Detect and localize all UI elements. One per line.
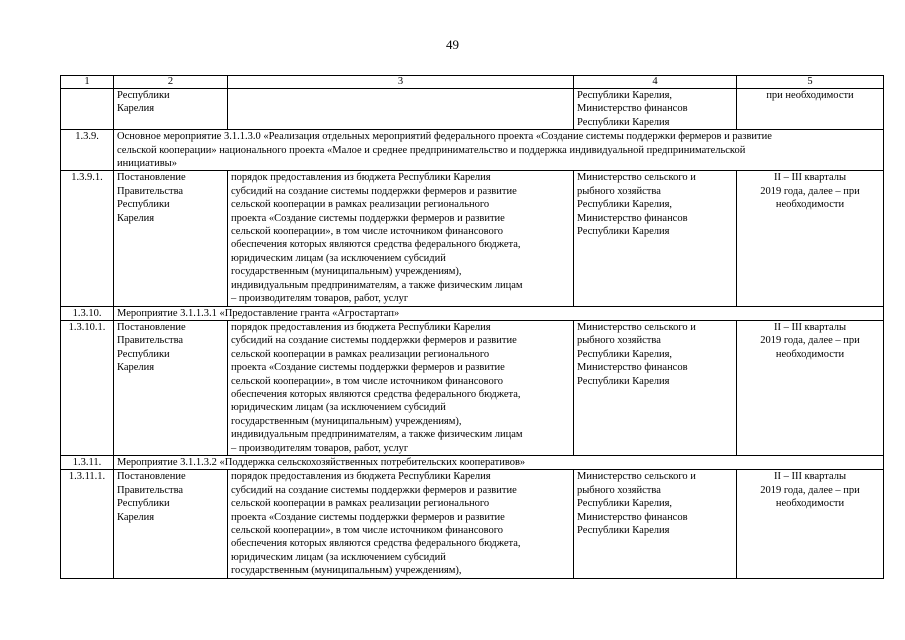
deadline-cell — [737, 89, 884, 130]
cell-line: сельской кооперации в рамках реализации регионального — [231, 498, 490, 510]
cell-line: Республики — [117, 90, 170, 101]
cell-line: Карелия — [117, 103, 155, 115]
cell-line: Министерство финансов — [577, 362, 688, 374]
header-col-3: 3 — [228, 76, 574, 89]
cell-line: сельской кооперации», в том числе источником финансового — [231, 525, 504, 536]
cell-line: рыбного хозяйства — [577, 185, 661, 197]
measures-table — [60, 75, 884, 579]
cell-line: Республики Карелия — [577, 226, 670, 238]
content-cell — [228, 171, 574, 306]
cell-line: проекта «Создание системы поддержки фермеров и развитие — [231, 511, 505, 523]
section-number: 1.3.9. — [61, 130, 114, 171]
cell-line: Республики Карелия, — [577, 90, 673, 101]
cell-line: порядок предоставления из бюджета Республики Карелия — [231, 321, 491, 333]
cell-line: Мероприятие 3.1.1.3.1 «Предоставление гранта «Агростартап» — [117, 307, 400, 319]
row-number-cell — [61, 89, 114, 130]
deadline-cell — [737, 320, 884, 455]
section-row — [61, 455, 884, 469]
cell-line: Республики Карелия, — [577, 348, 673, 360]
responsible-cell — [574, 470, 737, 578]
cell-line: обеспечения которых являются средства федерального бюджета, — [231, 538, 521, 550]
cell-line: Министерство финансов — [577, 103, 688, 115]
cell-line: Постановление — [117, 321, 186, 333]
cell-line: индивидуальным предпринимателям, а также физическим лицам — [231, 429, 523, 441]
cell-line: Карелия — [117, 362, 155, 374]
cell-line: обеспечения которых являются средства федерального бюджета, — [231, 388, 521, 400]
cell-line: необходимости — [775, 348, 845, 360]
table-row — [61, 320, 884, 455]
cell-line: проекта «Создание системы поддержки фермеров и развитие — [231, 212, 505, 224]
cell-line: субсидий на создание системы поддержки фермеров и развитие — [231, 335, 517, 347]
table-row — [61, 171, 884, 306]
cell-line: индивидуальным предпринимателям, а также физическим лицам — [231, 279, 523, 291]
cell-line: Основное мероприятие 3.1.1.3.0 «Реализация отдельных мероприятий федерального проекта «Создание системы поддержки фермеров и развитие — [117, 131, 772, 143]
cell-line: Правительства — [117, 335, 184, 347]
content-cell — [228, 320, 574, 455]
section-number: 1.3.11. — [61, 455, 114, 469]
cell-line: сельской кооперации», в том числе источником финансового — [231, 226, 504, 238]
document-cell — [114, 470, 228, 578]
cell-line: проекта «Создание системы поддержки фермеров и развитие — [231, 362, 505, 374]
table-row — [61, 89, 884, 130]
section-title — [114, 306, 884, 320]
section-row — [61, 130, 884, 171]
cell-line: Министерство сельского и — [577, 172, 696, 184]
cell-line: Карелия — [117, 511, 155, 523]
cell-line: Республики Карелия, — [577, 199, 673, 211]
document-cell — [114, 171, 228, 306]
table-header-row — [61, 76, 884, 89]
cell-line: сельской кооперации», в том числе источником финансового — [231, 375, 504, 387]
cell-line: Министерство финансов — [577, 511, 688, 523]
cell-line: обеспечения которых являются средства федерального бюджета, — [231, 239, 521, 251]
cell-line: при необходимости — [766, 90, 854, 101]
deadline-cell — [737, 171, 884, 306]
responsible-cell — [574, 171, 737, 306]
cell-line: юридическим лицам (за исключением субсидий — [231, 252, 446, 264]
cell-line: Министерство сельского и — [577, 471, 696, 483]
cell-line: государственным (муниципальным) учреждениям), — [231, 266, 462, 278]
cell-line: порядок предоставления из бюджета Республики Карелия — [231, 471, 491, 483]
cell-line: необходимости — [775, 498, 845, 510]
cell-line: Республики — [117, 348, 170, 360]
cell-line: Республики Карелия, — [577, 498, 673, 510]
cell-line: сельской кооперации в рамках реализации регионального — [231, 348, 490, 360]
cell-line: Постановление — [117, 471, 186, 483]
table-row — [61, 470, 884, 578]
document-cell — [114, 89, 228, 130]
cell-line: Карелия — [117, 212, 155, 224]
content-cell — [228, 470, 574, 578]
cell-line: 2019 года, далее – при — [760, 484, 860, 496]
section-row — [61, 306, 884, 320]
cell-line: рыбного хозяйства — [577, 335, 661, 347]
cell-line: государственным (муниципальным) учреждениям), — [231, 565, 462, 577]
header-col-1: 1 — [61, 76, 114, 89]
cell-line: рыбного хозяйства — [577, 484, 661, 496]
row-number-cell: 1.3.9.1. — [61, 171, 114, 306]
cell-line: юридическим лицам (за исключением субсидий — [231, 551, 446, 563]
cell-line: II – III кварталы — [773, 172, 847, 184]
cell-line: Республики — [117, 498, 170, 510]
row-number-cell: 1.3.11.1. — [61, 470, 114, 578]
header-col-5: 5 — [737, 76, 884, 89]
cell-line: порядок предоставления из бюджета Республики Карелия — [231, 172, 491, 184]
cell-line: субсидий на создание системы поддержки фермеров и развитие — [231, 185, 517, 197]
cell-line: Республики Карелия — [577, 375, 670, 387]
row-number-cell: 1.3.10.1. — [61, 320, 114, 455]
cell-line: инициативы» — [117, 158, 177, 170]
cell-line: Республики Карелия — [577, 525, 670, 536]
cell-line: государственным (муниципальным) учреждениям), — [231, 415, 462, 427]
content-cell — [228, 89, 574, 130]
cell-line: Министерство сельского и — [577, 321, 696, 333]
cell-line: необходимости — [775, 199, 845, 211]
header-col-2: 2 — [114, 76, 228, 89]
responsible-cell — [574, 320, 737, 455]
cell-line: Министерство финансов — [577, 212, 688, 224]
cell-line: Республики Карелия — [577, 116, 670, 128]
cell-line: Правительства — [117, 484, 184, 496]
cell-line: субсидий на создание системы поддержки фермеров и развитие — [231, 484, 517, 496]
cell-line: сельской кооперации» национального проекта «Малое и среднее предпринимательство и поддержка индивидуальной предпринимательской — [117, 144, 746, 156]
section-title — [114, 130, 884, 171]
cell-line: Мероприятие 3.1.1.3.2 «Поддержка сельскохозяйственных потребительских кооперативов» — [117, 456, 526, 468]
cell-line: Республики — [117, 199, 170, 211]
header-col-4: 4 — [574, 76, 737, 89]
deadline-cell — [737, 470, 884, 578]
section-number: 1.3.10. — [61, 306, 114, 320]
section-title — [114, 455, 884, 469]
cell-line: Правительства — [117, 185, 184, 197]
cell-line: юридическим лицам (за исключением субсидий — [231, 402, 446, 414]
cell-line: II – III кварталы — [773, 321, 847, 333]
page-number: 49 — [446, 37, 459, 52]
cell-line: 2019 года, далее – при — [760, 185, 860, 197]
cell-line: сельской кооперации в рамках реализации регионального — [231, 199, 490, 211]
cell-line: – производителям товаров, работ, услуг — [231, 293, 409, 305]
document-cell — [114, 320, 228, 455]
cell-line: II – III кварталы — [773, 471, 847, 483]
cell-line: Постановление — [117, 172, 186, 184]
cell-line: – производителям товаров, работ, услуг — [231, 442, 409, 454]
cell-line: 2019 года, далее – при — [760, 335, 860, 347]
responsible-cell — [574, 89, 737, 130]
